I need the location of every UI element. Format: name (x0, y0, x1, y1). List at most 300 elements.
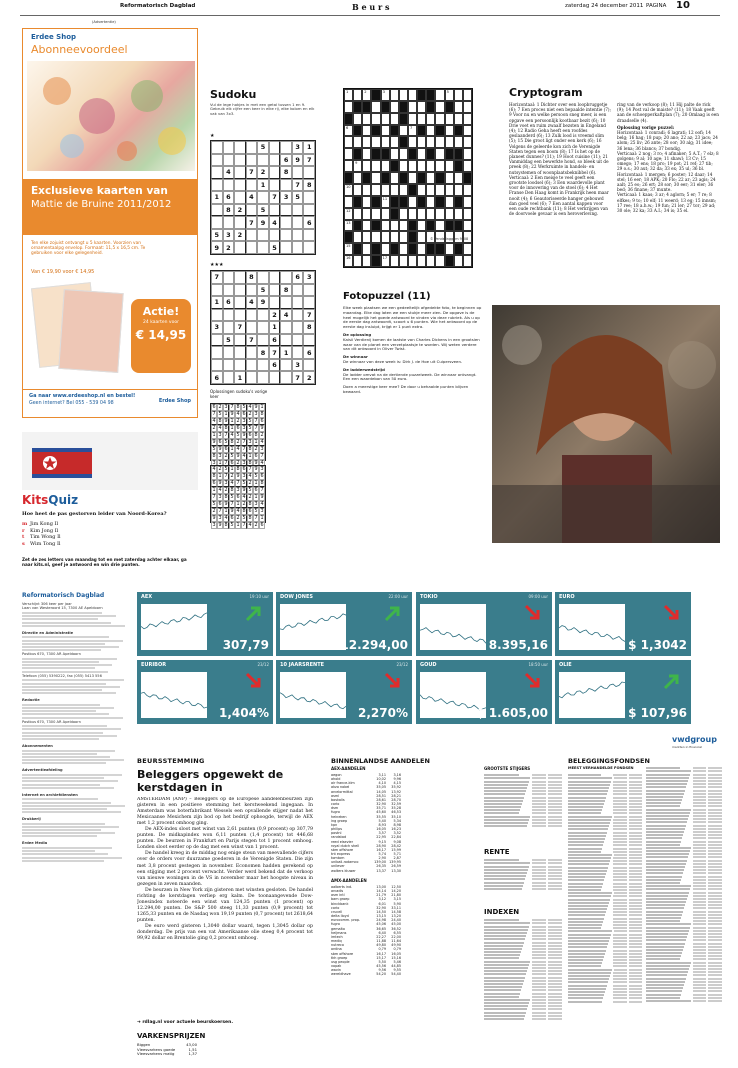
sudoku-cell[interactable]: 3 (303, 271, 315, 284)
sudoku-cell[interactable] (246, 241, 258, 254)
crossword-cell[interactable] (435, 89, 444, 101)
sudoku-cell[interactable] (257, 154, 269, 167)
sudoku-cell[interactable]: 4 (246, 191, 258, 204)
crossword-cell[interactable] (362, 255, 371, 267)
sudoku-cell[interactable] (234, 141, 246, 154)
sudoku-cell[interactable]: 6 (211, 371, 223, 384)
sudoku-cell[interactable] (303, 284, 315, 297)
crossword-cell[interactable] (381, 220, 390, 232)
sudoku-cell[interactable]: 7 (246, 166, 258, 179)
sudoku-cell[interactable] (246, 154, 258, 167)
sudoku-cell[interactable] (223, 179, 235, 192)
sudoku-cell[interactable]: 3 (223, 229, 235, 242)
crossword-cell[interactable] (417, 220, 426, 232)
sudoku-cell[interactable] (211, 334, 223, 347)
sudoku-cell[interactable]: 5 (292, 191, 304, 204)
sudoku-cell[interactable]: 8 (280, 284, 292, 297)
sudoku-cell[interactable] (269, 154, 281, 167)
crossword-cell[interactable] (435, 160, 444, 172)
crossword-cell[interactable] (390, 113, 399, 125)
sudoku-cell[interactable]: 5 (211, 229, 223, 242)
sudoku-cell[interactable] (246, 204, 258, 217)
crossword-cell[interactable] (417, 184, 426, 196)
crossword-cell[interactable] (463, 184, 472, 196)
crossword-cell[interactable] (417, 113, 426, 125)
sudoku-cell[interactable] (246, 359, 258, 372)
sudoku-cell[interactable] (280, 179, 292, 192)
crossword-cell[interactable] (445, 136, 454, 148)
ticker-aex[interactable] (137, 592, 273, 656)
sudoku-cell[interactable]: 8 (246, 271, 258, 284)
crossword-cell[interactable] (399, 148, 408, 160)
sudoku-cell[interactable]: 6 (223, 296, 235, 309)
ticker-dow-jones[interactable] (276, 592, 412, 656)
crossword-cell[interactable] (417, 101, 426, 113)
sudoku-cell[interactable] (234, 179, 246, 192)
crossword-cell[interactable] (344, 220, 353, 232)
ad-footer-url[interactable]: Ga naar www.erdeeshop.nl en bestel! (29, 393, 136, 399)
sudoku-cell[interactable] (257, 241, 269, 254)
crossword-cell[interactable] (426, 172, 435, 184)
sudoku-cell[interactable] (280, 229, 292, 242)
crossword-cell[interactable] (390, 172, 399, 184)
crossword-cell[interactable] (435, 136, 444, 148)
sudoku-puzzle-1[interactable] (210, 140, 316, 255)
sudoku-cell[interactable] (211, 154, 223, 167)
crossword-cell[interactable] (399, 243, 408, 255)
sudoku-cell[interactable]: 3 (280, 191, 292, 204)
sudoku-cell[interactable] (211, 166, 223, 179)
crossword-cell[interactable] (362, 220, 371, 232)
crossword-cell[interactable] (417, 231, 426, 243)
sudoku-cell[interactable] (223, 154, 235, 167)
sudoku-cell[interactable]: 5 (257, 284, 269, 297)
crossword-cell[interactable] (399, 89, 408, 101)
sudoku-cell[interactable]: 8 (303, 321, 315, 334)
crossword-cell[interactable] (362, 208, 371, 220)
sudoku-cell[interactable]: 7 (269, 191, 281, 204)
crossword-cell[interactable] (445, 89, 454, 101)
sudoku-cell[interactable]: 2 (234, 204, 246, 217)
sudoku-cell[interactable] (234, 359, 246, 372)
crossword-cell[interactable] (399, 208, 408, 220)
crossword-cell[interactable] (399, 231, 408, 243)
sudoku-puzzle-2[interactable] (210, 270, 316, 385)
crossword-cell[interactable] (445, 160, 454, 172)
sudoku-cell[interactable] (303, 191, 315, 204)
sudoku-cell[interactable]: 1 (211, 296, 223, 309)
sudoku-cell[interactable] (234, 154, 246, 167)
sudoku-cell[interactable]: 6 (303, 216, 315, 229)
sudoku-cell[interactable]: 7 (234, 321, 246, 334)
sudoku-cell[interactable]: 5 (257, 141, 269, 154)
sudoku-cell[interactable] (257, 271, 269, 284)
crossword-cell[interactable] (362, 148, 371, 160)
sudoku-cell[interactable] (303, 296, 315, 309)
crossword-cell[interactable] (344, 243, 353, 255)
sudoku-cell[interactable]: 1 (257, 179, 269, 192)
crossword-cell[interactable] (463, 136, 472, 148)
crossword-cell[interactable] (362, 231, 371, 243)
crossword-cell[interactable] (408, 196, 417, 208)
crossword-cell[interactable] (353, 184, 362, 196)
sudoku-cell[interactable]: 5 (269, 241, 281, 254)
sudoku-cell[interactable] (257, 321, 269, 334)
sudoku-cell[interactable]: 3 (211, 321, 223, 334)
crossword-cell[interactable] (435, 148, 444, 160)
crossword-cell[interactable] (362, 243, 371, 255)
crossword-cell[interactable] (399, 220, 408, 232)
sudoku-cell[interactable]: 1 (234, 371, 246, 384)
crossword-cell[interactable] (353, 160, 362, 172)
crossword-cell[interactable] (362, 136, 371, 148)
crossword-cell[interactable] (463, 101, 472, 113)
crossword-cell[interactable] (353, 113, 362, 125)
crossword-cell[interactable] (408, 125, 417, 137)
ad-action-badge[interactable] (131, 299, 191, 373)
crossword-cell[interactable] (445, 172, 454, 184)
sudoku-cell[interactable]: 5 (223, 334, 235, 347)
crossword-cell[interactable] (371, 160, 380, 172)
crossword-cell[interactable] (454, 208, 463, 220)
crossword-cell[interactable] (344, 89, 353, 101)
sudoku-cell[interactable] (292, 284, 304, 297)
crossword-cell[interactable] (445, 196, 454, 208)
crossword-cell[interactable] (362, 184, 371, 196)
sudoku-cell[interactable] (223, 346, 235, 359)
sudoku-cell[interactable] (292, 334, 304, 347)
sudoku-cell[interactable] (269, 229, 281, 242)
crossword-cell[interactable] (381, 89, 390, 101)
sudoku-cell[interactable] (246, 346, 258, 359)
crossword-cell[interactable] (426, 125, 435, 137)
sudoku-cell[interactable]: 2 (234, 229, 246, 242)
sudoku-cell[interactable] (223, 359, 235, 372)
sudoku-cell[interactable] (292, 346, 304, 359)
sudoku-cell[interactable]: 9 (257, 296, 269, 309)
crossword-cell[interactable] (463, 89, 472, 101)
crossword-cell[interactable] (381, 243, 390, 255)
crossword-cell[interactable] (426, 160, 435, 172)
sudoku-cell[interactable] (292, 216, 304, 229)
crossword-cell[interactable] (408, 136, 417, 148)
sudoku-cell[interactable]: 9 (257, 216, 269, 229)
sudoku-cell[interactable] (211, 359, 223, 372)
crossword-cell[interactable] (362, 125, 371, 137)
ticker-euro[interactable] (555, 592, 691, 656)
sudoku-cell[interactable] (280, 204, 292, 217)
crossword-cell[interactable] (381, 113, 390, 125)
sudoku-cell[interactable] (211, 141, 223, 154)
sudoku-cell[interactable] (211, 346, 223, 359)
sudoku-cell[interactable] (257, 334, 269, 347)
crossword-cell[interactable] (454, 89, 463, 101)
sudoku-cell[interactable] (234, 166, 246, 179)
sudoku-cell[interactable] (234, 216, 246, 229)
sudoku-cell[interactable] (280, 296, 292, 309)
sudoku-cell[interactable] (223, 141, 235, 154)
sudoku-cell[interactable]: 6 (269, 359, 281, 372)
crossword-cell[interactable] (417, 148, 426, 160)
sudoku-cell[interactable] (234, 241, 246, 254)
crossword-cell[interactable] (381, 255, 390, 267)
sudoku-cell[interactable]: 2 (269, 309, 281, 322)
crossword-cell[interactable] (417, 136, 426, 148)
sudoku-cell[interactable] (280, 271, 292, 284)
sudoku-cell[interactable] (257, 359, 269, 372)
crossword-cell[interactable] (344, 160, 353, 172)
news-footnote[interactable]: ➔ rdlag.nl voor actuele beurskoersen. (137, 1020, 234, 1025)
sudoku-cell[interactable]: 9 (292, 154, 304, 167)
sudoku-cell[interactable] (280, 321, 292, 334)
sudoku-cell[interactable] (246, 141, 258, 154)
crossword-cell[interactable] (381, 160, 390, 172)
sudoku-cell[interactable] (234, 346, 246, 359)
sudoku-cell[interactable]: 6 (303, 346, 315, 359)
crossword-cell[interactable] (344, 208, 353, 220)
sudoku-cell[interactable] (234, 191, 246, 204)
sudoku-cell[interactable] (223, 371, 235, 384)
crossword-cell[interactable] (445, 208, 454, 220)
sudoku-cell[interactable]: 7 (292, 179, 304, 192)
crossword-cell[interactable] (390, 136, 399, 148)
sudoku-cell[interactable] (269, 271, 281, 284)
crossword-cell[interactable] (371, 136, 380, 148)
sudoku-cell[interactable] (269, 141, 281, 154)
sudoku-cell[interactable]: 4 (223, 166, 235, 179)
sudoku-cell[interactable]: 1 (211, 191, 223, 204)
crossword-cell[interactable] (381, 125, 390, 137)
crossword-cell[interactable] (417, 255, 426, 267)
sudoku-cell[interactable] (269, 371, 281, 384)
crossword-cell[interactable] (454, 172, 463, 184)
sudoku-cell[interactable] (234, 334, 246, 347)
crossword-cell[interactable] (381, 136, 390, 148)
crossword-cell[interactable] (426, 255, 435, 267)
crossword-cell[interactable] (390, 184, 399, 196)
sudoku-cell[interactable]: 2 (257, 166, 269, 179)
crossword-cell[interactable] (463, 160, 472, 172)
sudoku-cell[interactable]: 7 (211, 271, 223, 284)
sudoku-cell[interactable]: 6 (280, 154, 292, 167)
sudoku-cell[interactable]: 7 (246, 334, 258, 347)
sudoku-cell[interactable]: 7 (303, 309, 315, 322)
crossword-cell[interactable] (353, 89, 362, 101)
crossword-cell[interactable] (463, 243, 472, 255)
crossword-cell[interactable] (463, 220, 472, 232)
sudoku-cell[interactable]: 4 (280, 309, 292, 322)
sudoku-cell[interactable] (280, 141, 292, 154)
crossword-cell[interactable] (399, 255, 408, 267)
sudoku-cell[interactable]: 4 (246, 296, 258, 309)
ticker-10-jaarsrente[interactable] (276, 660, 412, 724)
sudoku-cell[interactable] (246, 371, 258, 384)
ad-shop[interactable] (22, 28, 198, 418)
crossword-cell[interactable] (417, 160, 426, 172)
crossword-cell[interactable] (454, 113, 463, 125)
crossword-cell[interactable] (371, 113, 380, 125)
sudoku-cell[interactable] (257, 229, 269, 242)
sudoku-cell[interactable] (280, 241, 292, 254)
sudoku-cell[interactable] (234, 271, 246, 284)
crossword-cell[interactable] (390, 220, 399, 232)
crossword-cell[interactable] (435, 101, 444, 113)
crossword-cell[interactable] (454, 101, 463, 113)
sudoku-cell[interactable] (303, 166, 315, 179)
sudoku-cell[interactable] (246, 284, 258, 297)
sudoku-cell[interactable]: 7 (246, 216, 258, 229)
sudoku-cell[interactable] (303, 241, 315, 254)
ticker-tokio[interactable] (416, 592, 552, 656)
crossword-cell[interactable] (344, 136, 353, 148)
crossword-cell[interactable] (445, 113, 454, 125)
sudoku-cell[interactable] (269, 179, 281, 192)
crossword-cell[interactable] (344, 196, 353, 208)
sudoku-cell[interactable] (292, 241, 304, 254)
crossword-cell[interactable] (362, 160, 371, 172)
crossword-cell[interactable] (454, 136, 463, 148)
sudoku-cell[interactable] (303, 204, 315, 217)
crossword-cell[interactable] (390, 231, 399, 243)
sudoku-cell[interactable]: 1 (280, 346, 292, 359)
crossword-cell[interactable] (408, 208, 417, 220)
sudoku-cell[interactable] (257, 309, 269, 322)
crossword-cell[interactable] (399, 125, 408, 137)
sudoku-cell[interactable] (234, 284, 246, 297)
crossword-cell[interactable] (426, 113, 435, 125)
sudoku-cell[interactable] (223, 216, 235, 229)
sudoku-cell[interactable]: 9 (211, 241, 223, 254)
crossword-cell[interactable] (371, 208, 380, 220)
crossword-cell[interactable] (353, 231, 362, 243)
crossword-cell[interactable] (417, 243, 426, 255)
kitsquiz-option[interactable] (22, 541, 198, 548)
sudoku-cell[interactable] (246, 179, 258, 192)
sudoku-cell[interactable] (246, 309, 258, 322)
crossword-cell[interactable] (463, 208, 472, 220)
sudoku-cell[interactable] (257, 191, 269, 204)
crossword-cell[interactable] (399, 160, 408, 172)
crossword-cell[interactable] (353, 208, 362, 220)
sudoku-cell[interactable]: 5 (257, 204, 269, 217)
sudoku-cell[interactable]: 3 (292, 359, 304, 372)
sudoku-cell[interactable]: 6 (292, 271, 304, 284)
sudoku-cell[interactable] (269, 296, 281, 309)
sudoku-cell[interactable]: 7 (269, 346, 281, 359)
sudoku-cell[interactable]: 6 (223, 191, 235, 204)
sudoku-cell[interactable]: 8 (303, 179, 315, 192)
crossword-cell[interactable] (454, 184, 463, 196)
crossword-cell[interactable] (408, 113, 417, 125)
sudoku-cell[interactable] (280, 216, 292, 229)
crossword-cell[interactable] (353, 172, 362, 184)
crossword-cell[interactable] (454, 255, 463, 267)
sudoku-cell[interactable] (303, 229, 315, 242)
crossword-cell[interactable] (362, 113, 371, 125)
crossword-cell[interactable] (371, 101, 380, 113)
sudoku-cell[interactable] (211, 284, 223, 297)
crossword-cell[interactable] (445, 125, 454, 137)
crossword-cell[interactable] (371, 231, 380, 243)
sudoku-cell[interactable] (303, 334, 315, 347)
crossword-cell[interactable] (344, 184, 353, 196)
crossword-cell[interactable] (344, 101, 353, 113)
ticker-olie[interactable] (555, 660, 691, 724)
sudoku-cell[interactable]: 8 (257, 346, 269, 359)
crossword-cell[interactable] (344, 255, 353, 267)
sudoku-cell[interactable] (280, 371, 292, 384)
sudoku-cell[interactable]: 4 (269, 216, 281, 229)
sudoku-cell[interactable]: 3 (292, 141, 304, 154)
sudoku-cell[interactable]: 1 (269, 321, 281, 334)
crossword-cell[interactable] (353, 136, 362, 148)
crossword-cell[interactable] (344, 125, 353, 137)
sudoku-cell[interactable] (211, 179, 223, 192)
sudoku-cell[interactable] (211, 309, 223, 322)
crossword-cell[interactable] (390, 148, 399, 160)
crossword-cell[interactable] (371, 172, 380, 184)
sudoku-cell[interactable] (223, 284, 235, 297)
sudoku-cell[interactable] (246, 321, 258, 334)
crossword-cell[interactable] (445, 243, 454, 255)
sudoku-cell[interactable] (292, 166, 304, 179)
crossword-cell[interactable] (463, 148, 472, 160)
sudoku-cell[interactable] (292, 204, 304, 217)
crossword-cell[interactable] (390, 89, 399, 101)
sudoku-cell[interactable]: 6 (269, 334, 281, 347)
crossword-cell[interactable] (344, 148, 353, 160)
sudoku-cell[interactable] (280, 359, 292, 372)
crossword-cell[interactable] (445, 184, 454, 196)
sudoku-cell[interactable]: 7 (303, 154, 315, 167)
sudoku-cell[interactable]: 1 (303, 141, 315, 154)
sudoku-cell[interactable] (223, 309, 235, 322)
crossword-cell[interactable] (463, 125, 472, 137)
crossword-cell[interactable] (390, 255, 399, 267)
crossword-cell[interactable] (390, 101, 399, 113)
crossword-cell[interactable] (408, 255, 417, 267)
sudoku-cell[interactable] (292, 229, 304, 242)
sudoku-cell[interactable]: 2 (303, 371, 315, 384)
crossword-cell[interactable] (408, 160, 417, 172)
crossword-cell[interactable] (435, 220, 444, 232)
crossword-cell[interactable] (435, 255, 444, 267)
sudoku-cell[interactable] (246, 229, 258, 242)
crossword-cell[interactable] (381, 208, 390, 220)
crossword-cell[interactable] (362, 89, 371, 101)
sudoku-cell[interactable] (269, 166, 281, 179)
crossword-cell[interactable] (408, 89, 417, 101)
crossword-cell[interactable] (435, 113, 444, 125)
crossword-cell[interactable] (426, 136, 435, 148)
sudoku-cell[interactable]: 8 (280, 166, 292, 179)
sudoku-cell[interactable] (269, 204, 281, 217)
crossword-cell[interactable] (381, 196, 390, 208)
sudoku-cell[interactable]: 8 (223, 204, 235, 217)
crossword-cell[interactable] (381, 231, 390, 243)
ticker-euribor[interactable] (137, 660, 273, 724)
sudoku-cell[interactable] (211, 204, 223, 217)
crossword-cell[interactable] (426, 196, 435, 208)
sudoku-cell[interactable] (234, 296, 246, 309)
crossword-cell[interactable] (463, 113, 472, 125)
sudoku-cell[interactable] (211, 216, 223, 229)
sudoku-cell[interactable] (257, 371, 269, 384)
crossword-cell[interactable] (435, 208, 444, 220)
crossword-cell[interactable] (362, 196, 371, 208)
sudoku-cell[interactable] (292, 296, 304, 309)
sudoku-cell[interactable] (223, 321, 235, 334)
